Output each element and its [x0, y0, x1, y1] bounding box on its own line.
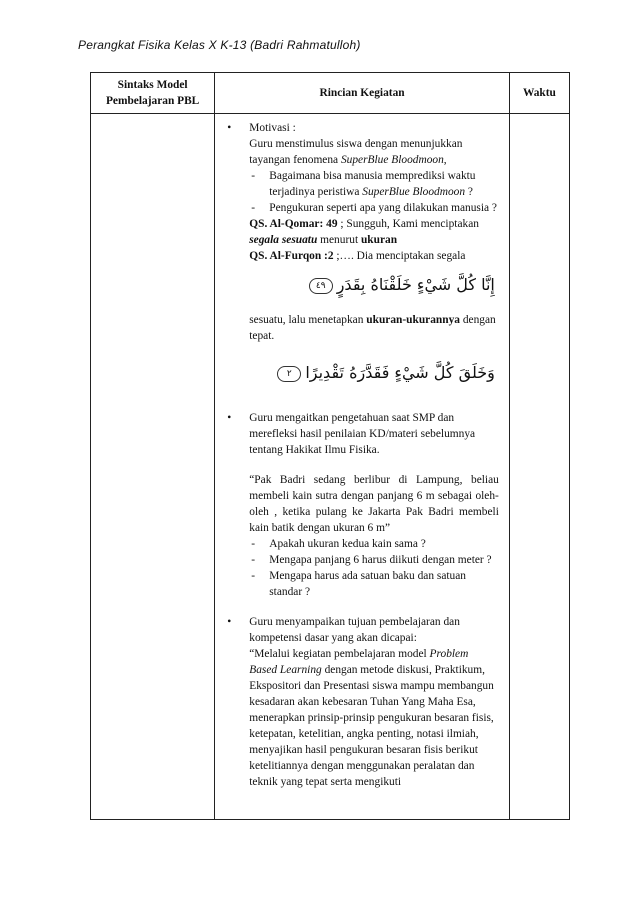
arabic-verse-1: إِنَّا كُلَّ شَيْءٍ خَلَقْنَاهُ بِقَدَرٍ٤٩ — [249, 270, 499, 300]
apersepsi-story: “Pak Badri sedang berlibur di Lampung, beliau membeli kain sutra dengan panjang 6 m sebagai oleh-oleh , ketika pulang ke Jakarta Pak Badri membeli kain batik dengan ukuran 6 m” — [249, 474, 499, 534]
qs-qomar: QS. Al-Qomar: 49 ; Sungguh, Kami menciptakan segala sesuatu menurut ukuran — [249, 218, 479, 246]
arabic-verse-2: وَخَلَقَ كُلَّ شَيْءٍ فَقَدَّرَهُ تَقْدِيرًا٢ — [249, 358, 499, 388]
bullet-icon: • — [227, 412, 232, 424]
tujuan-text: Guru menyampaikan tujuan pembelajaran dan kompetensi dasar yang akan dicapai: — [249, 616, 460, 644]
bullet-icon: • — [227, 616, 232, 628]
apersepsi-question-3: - Mengapa harus ada satuan baku dan satuan standar ? — [251, 570, 466, 598]
col-header-waktu: Waktu — [509, 73, 569, 114]
col-header-sintaks: Sintaks Model Pembelajaran PBL — [91, 73, 215, 114]
motivasi-title: Motivasi : — [249, 122, 296, 134]
table-header-row — [91, 73, 570, 114]
lesson-plan-table — [90, 72, 570, 820]
motivasi-question-1: - Bagaimana bisa manusia memprediksi waktu terjadinya peristiwa SuperBlue Bloodmoon ? — [251, 170, 476, 198]
bullet-icon: • — [227, 122, 232, 134]
motivasi-question-2: - Pengukuran seperti apa yang dilakukan manusia ? — [251, 202, 497, 214]
waktu-cell — [509, 114, 569, 820]
page-header: Perangkat Fisika Kelas X K-13 (Badri Rahmatulloh) — [78, 38, 361, 52]
apersepsi-question-1: - Apakah ukuran kedua kain sama ? — [251, 538, 426, 550]
apersepsi-question-2: - Mengapa panjang 6 harus diikuti dengan meter ? — [251, 554, 492, 566]
ayah-number-icon: ٤٩ — [309, 278, 333, 294]
sintaks-cell — [91, 114, 215, 820]
apersepsi-text: Guru mengaitkan pengetahuan saat SMP dan merefleksi hasil penilaian KD/materi sebelumnya tentang Hakikat Ilmu Fisika. — [249, 412, 476, 456]
apersepsi-item — [225, 410, 499, 614]
tujuan-item — [225, 614, 499, 790]
qs-furqon-translation: sesuatu, lalu menetapkan ukuran-ukurannya dengan tepat. — [249, 314, 496, 342]
ayah-number-icon: ٢ — [277, 366, 301, 382]
motivasi-item — [225, 120, 499, 388]
rincian-cell — [215, 114, 510, 820]
col-header-rincian: Rincian Kegiatan — [215, 73, 510, 114]
table-row — [91, 114, 570, 820]
tujuan-quote: “Melalui kegiatan pembelajaran model Problem Based Learning dengan metode diskusi, Praktikum, Ekspositori dan Presentasi siswa mampu membangun kesadaran akan kebesaran Tuhan Yang Maha Esa, menerapkan prinsip-prinsip pengukuran besaran fisis, ketepatan, ketelitian, angka penting, notasi ilmiah, menyajikan hasil pengukuran besaran fisis berikut ketelitiannya dengan menggunakan peralatan dan teknik yang tepat serta mengikuti — [249, 648, 494, 788]
qs-furqon: QS. Al-Furqon :2 ;…. Dia menciptakan segala — [249, 250, 466, 262]
motivasi-text: Guru menstimulus siswa dengan menunjukkan tayangan fenomena SuperBlue Bloodmoon, — [249, 138, 463, 166]
